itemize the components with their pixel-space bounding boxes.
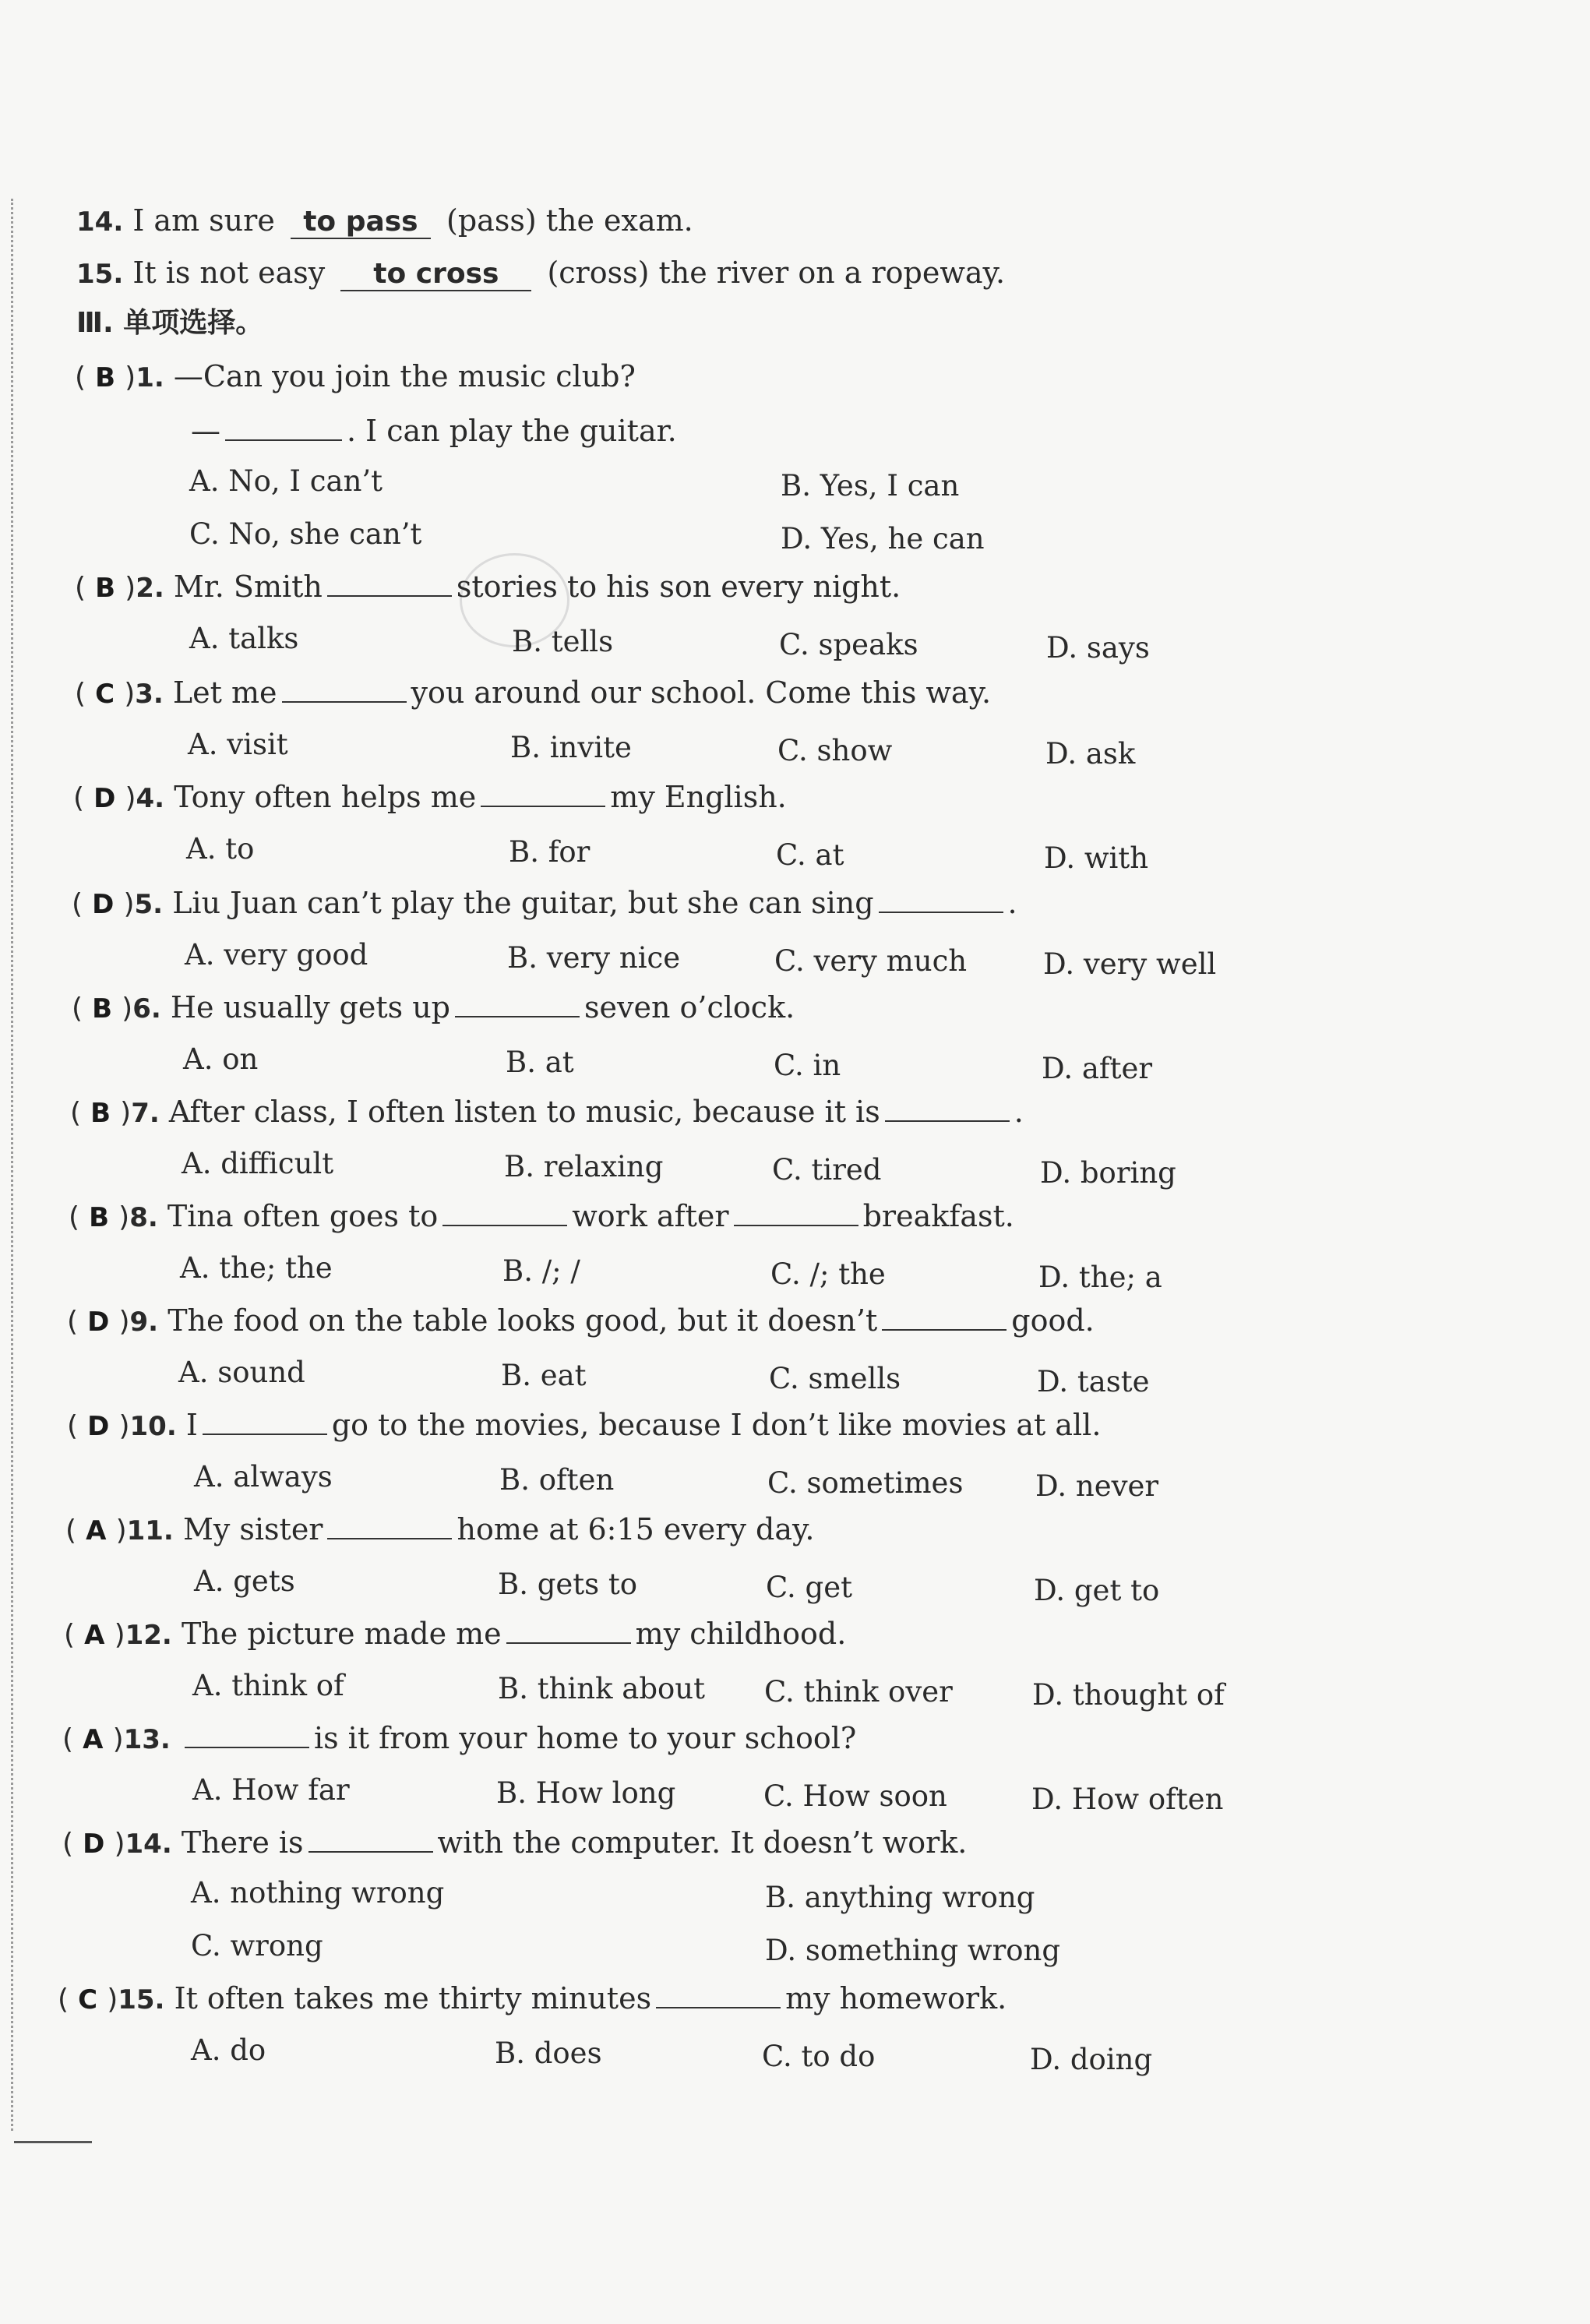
- option-b: B. /; /: [502, 1254, 580, 1288]
- question-row: ( C )3. Let me you around our school. Come this way.: [75, 673, 991, 714]
- option-c: C. speaks: [779, 628, 918, 661]
- option-d: D. something wrong: [765, 1934, 1061, 1967]
- option-c: C. at: [776, 838, 844, 872]
- option-d: D. get to: [1034, 1574, 1160, 1607]
- option-a: A. the; the: [180, 1251, 333, 1285]
- question-text-after: go to the movies, because I don’t like movies at all.: [331, 1408, 1102, 1442]
- question-row: ( D )5. Liu Juan can’t play the guitar, but she can sing .: [72, 883, 1017, 924]
- answer-blank: [455, 988, 580, 1017]
- question-text-after: .: [1007, 886, 1017, 920]
- option-d: D. doing: [1030, 2043, 1153, 2076]
- fill-in-item: [76, 201, 693, 242]
- question-number: 4.: [136, 783, 165, 814]
- answer-letter: A: [84, 1620, 105, 1651]
- question-row: ( D )10. I go to the movies, because I don’t like movies at all.: [67, 1405, 1101, 1446]
- question-number: 14.: [125, 1829, 172, 1860]
- question-number: 6.: [132, 993, 161, 1024]
- answer-blank: [442, 1197, 567, 1226]
- dotted-margin-line: [11, 199, 13, 2131]
- question-number: 8.: [129, 1202, 158, 1233]
- option-a: A. How far: [192, 1773, 350, 1807]
- question-number: 1.: [136, 362, 164, 393]
- option-d: D. boring: [1040, 1156, 1176, 1190]
- question-row: ( B )7. After class, I often listen to music, because it is .: [70, 1092, 1024, 1133]
- question-text-before: The picture made me: [181, 1617, 502, 1651]
- question-text-after: seven o’clock.: [584, 990, 795, 1024]
- answer-blank: [327, 1510, 452, 1539]
- option-a: A. always: [194, 1460, 333, 1493]
- question-text-after: home at 6:15 every day.: [457, 1512, 815, 1546]
- option-b: B. very nice: [507, 941, 681, 975]
- option-c: C. think over: [764, 1675, 953, 1709]
- option-b: B. relaxing: [504, 1150, 664, 1183]
- item-number: 14.: [76, 206, 124, 238]
- question-text-after: my homework.: [785, 1981, 1007, 2015]
- option-c: C. /; the: [770, 1257, 886, 1291]
- option-c: C. smells: [769, 1362, 901, 1395]
- option-d: D. taste: [1037, 1365, 1150, 1398]
- option-b: B. think about: [498, 1672, 705, 1705]
- question-text-before: It often takes me thirty minutes: [174, 1981, 652, 2015]
- question-text-after: stories to his son every night.: [456, 570, 901, 604]
- answer-letter: A: [83, 1724, 104, 1755]
- option-c: C. very much: [774, 944, 968, 978]
- option-a: A. sound: [178, 1356, 305, 1389]
- question-number: 5.: [134, 889, 164, 920]
- option-a: A. to: [186, 832, 255, 866]
- answer-blank: [203, 1405, 327, 1435]
- question-row: ( B )8. Tina often goes to work after breakfast.: [69, 1197, 1014, 1237]
- question-number: 7.: [131, 1098, 160, 1129]
- answer-blank: [282, 673, 407, 703]
- fill-in-item: [76, 253, 1005, 294]
- option-c: C. in: [774, 1049, 841, 1082]
- question-text-before: I: [185, 1408, 198, 1442]
- question-row: ( A )13. is it from your home to your school?: [62, 1719, 856, 1759]
- answer-letter: C: [78, 1984, 98, 2015]
- question-number: 3.: [135, 679, 164, 710]
- option-b: B. eat: [501, 1359, 587, 1392]
- question-text-before: My sister: [182, 1512, 323, 1546]
- question-text-before: Liu Juan can’t play the guitar, but she can sing: [172, 886, 874, 920]
- answer-letter: D: [87, 1411, 110, 1442]
- option-d: D. never: [1035, 1469, 1159, 1503]
- question-text-after: breakfast.: [862, 1199, 1014, 1233]
- question-row: ( D )9. The food on the table looks good, but it doesn’t good.: [67, 1301, 1095, 1342]
- dialogue-dash: —: [191, 414, 220, 448]
- option-a: A. difficult: [182, 1147, 334, 1180]
- question-text-after: my childhood.: [635, 1617, 847, 1651]
- option-b: B. for: [509, 835, 591, 869]
- option-d: D. after: [1042, 1052, 1153, 1085]
- option-c: C. No, she can’t: [189, 517, 422, 551]
- item-text-after: (pass) the exam.: [446, 203, 693, 238]
- question-row: ( B )1. —Can you join the music club?: [75, 359, 636, 393]
- question-row: ( D )4. Tony often helps me my English.: [73, 778, 787, 818]
- option-d: D. How often: [1031, 1783, 1224, 1816]
- question-row: ( D )14. There is with the computer. It doesn’t work.: [62, 1823, 967, 1864]
- option-d: D. the; a: [1038, 1261, 1162, 1294]
- question-text-before: There is: [181, 1825, 304, 1860]
- option-c: C. show: [777, 734, 893, 767]
- option-d: D. thought of: [1032, 1678, 1225, 1712]
- option-a: A. No, I can’t: [189, 464, 383, 498]
- answer-blank: [481, 778, 605, 807]
- question-stem-end: . I can play the guitar.: [347, 414, 677, 448]
- option-a: A. very good: [185, 938, 368, 972]
- answer-blank: [734, 1197, 858, 1226]
- answer-letter: C: [95, 679, 115, 710]
- question-text-before: Tony often helps me: [174, 780, 477, 814]
- question-number: 2.: [136, 573, 164, 604]
- option-d: D. with: [1044, 841, 1149, 875]
- option-a: A. visit: [188, 728, 288, 761]
- item-text-before: It is not easy: [132, 256, 326, 290]
- question-number: 12.: [125, 1620, 172, 1651]
- option-d: D. very well: [1043, 947, 1217, 981]
- question-row: ( A )12. The picture made me my childhood.: [64, 1614, 846, 1655]
- answer-blank: [506, 1614, 631, 1644]
- question-text-before: Tina often goes to: [167, 1199, 439, 1233]
- question-number: 11.: [126, 1515, 174, 1546]
- option-a: A. talks: [189, 622, 299, 655]
- question-text-before: After class, I often listen to music, because it is: [168, 1095, 880, 1129]
- question-number: 9.: [129, 1307, 159, 1338]
- answer-letter: D: [92, 889, 115, 920]
- option-c: C. How soon: [763, 1779, 947, 1813]
- answer-fill: to cross: [340, 259, 531, 291]
- option-b: B. gets to: [498, 1568, 638, 1601]
- question-row-2: [191, 411, 677, 450]
- question-number: 15.: [118, 1984, 165, 2015]
- bottom-rule: [14, 2141, 92, 2143]
- answer-letter: B: [95, 362, 116, 393]
- answer-letter: A: [86, 1515, 107, 1546]
- question-text-before: The food on the table looks good, but it doesn’t: [167, 1303, 878, 1338]
- option-b: B. Yes, I can: [781, 469, 960, 503]
- question-text-before: Let me: [172, 675, 277, 710]
- question-text-after: with the computer. It doesn’t work.: [437, 1825, 968, 1860]
- option-d: D. ask: [1045, 737, 1136, 771]
- option-b: B. anything wrong: [765, 1881, 1035, 1914]
- option-c: C. wrong: [191, 1929, 323, 1963]
- option-b: B. How long: [496, 1776, 676, 1810]
- option-c: C. tired: [772, 1153, 882, 1187]
- question-text-before: Mr. Smith: [173, 570, 323, 604]
- option-d: D. Yes, he can: [781, 522, 985, 555]
- question-text-middle: work after: [572, 1199, 729, 1233]
- question-stem: —Can you join the music club?: [173, 359, 636, 393]
- answer-letter: B: [92, 993, 113, 1024]
- option-b: B. does: [495, 2037, 602, 2070]
- option-a: A. nothing wrong: [191, 1876, 445, 1910]
- option-a: A. do: [191, 2033, 266, 2067]
- question-number: 10.: [129, 1411, 177, 1442]
- item-text-after: (cross) the river on a ropeway.: [547, 256, 1006, 290]
- question-text-after: .: [1014, 1095, 1024, 1129]
- question-row: ( A )11. My sister home at 6:15 every day.: [65, 1510, 815, 1550]
- item-number: 15.: [76, 259, 124, 290]
- answer-blank: [879, 883, 1003, 913]
- option-b: B. invite: [510, 731, 632, 764]
- question-text-after: you around our school. Come this way.: [411, 675, 992, 710]
- option-a: A. on: [183, 1042, 259, 1076]
- answer-fill: to pass: [291, 206, 431, 239]
- answer-blank: [327, 567, 452, 597]
- answer-letter: D: [87, 1307, 110, 1338]
- option-c: C. to do: [762, 2040, 876, 2073]
- item-text-before: I am sure: [132, 203, 275, 238]
- option-c: C. sometimes: [767, 1466, 964, 1500]
- answer-blank: [185, 1719, 309, 1748]
- question-text-before: He usually gets up: [170, 990, 451, 1024]
- option-b: B. tells: [512, 625, 614, 658]
- option-a: A. think of: [192, 1669, 344, 1702]
- answer-blank: [882, 1301, 1007, 1331]
- option-a: A. gets: [194, 1564, 295, 1598]
- question-text-after: good.: [1011, 1303, 1095, 1338]
- answer-letter: B: [90, 1098, 111, 1129]
- option-c: C. get: [766, 1571, 852, 1604]
- question-text-after: my English.: [610, 780, 787, 814]
- section-title: Ⅲ. 单项选择。: [76, 307, 264, 339]
- question-text-after: is it from your home to your school?: [313, 1721, 857, 1755]
- question-row: ( C )15. It often takes me thirty minutes my homework.: [58, 1979, 1007, 2019]
- question-number: 13.: [123, 1724, 171, 1755]
- answer-letter: D: [93, 783, 116, 814]
- option-d: D. says: [1046, 631, 1150, 665]
- answer-blank: [225, 411, 342, 441]
- question-row: ( B )6. He usually gets up seven o’clock.: [72, 988, 795, 1028]
- question-row: ( B )2. Mr. Smith stories to his son every night.: [75, 567, 901, 608]
- answer-letter: B: [89, 1202, 110, 1233]
- answer-letter: B: [95, 573, 116, 604]
- option-b: B. at: [506, 1046, 574, 1079]
- answer-blank: [885, 1092, 1010, 1122]
- answer-letter: D: [83, 1829, 105, 1860]
- option-b: B. often: [499, 1463, 615, 1497]
- answer-blank: [308, 1823, 433, 1853]
- answer-blank: [656, 1979, 781, 2008]
